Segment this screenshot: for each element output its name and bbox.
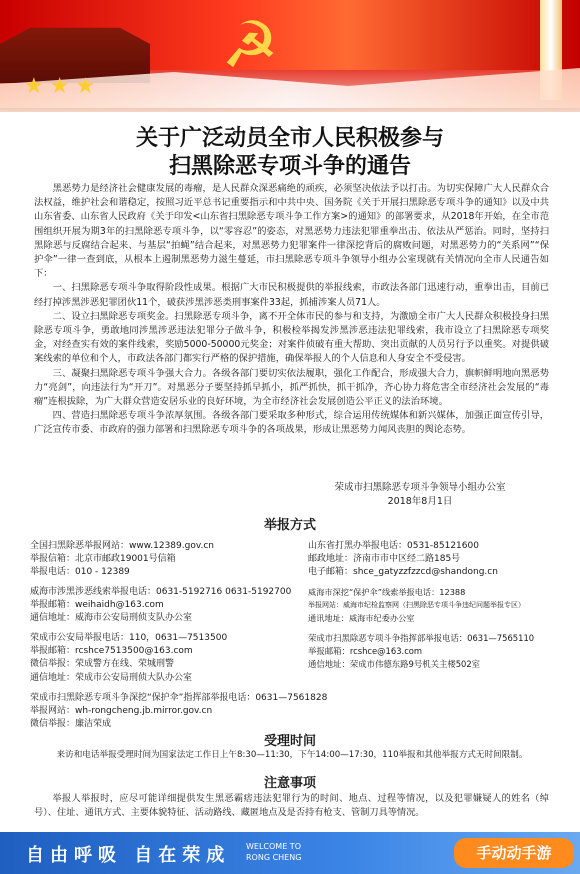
paragraph: 黑恶势力是经济社会健康发展的毒瘤，是人民群众深恶痛绝的顽疾，必须坚决依法予以打击。为切实保障广大人民群众合法权益，维护社会和谐稳定，按照习近平总书记重要指示和中共中央、国务院《关于开展扫黑除恶专项斗争的通知》以及中共山东省委、山东省人民政府《关于印发<山东省扫黑除恶专项斗争工作方案>的通知》的部署要求，从2018年开始，在全市范围组织开展为期3年的扫黑除恶专项斗争，以“零容忍”的姿态，对黑恶势力违法犯罪重拳出击、依法从严惩治。同时，坚持扫黑除恶与反腐结合起来、与基层“拍蝇”结合起来，对黑恶势力犯罪案件一律深挖背后的腐败问题，对黑恶势力的“关系网”“保护伞”一律一查到底，从根本上遏制黑恶势力滋生蔓延，市扫黑除恶专项斗争领导小组办公室现就有关情况向全市人民通告如下： bbox=[34, 183, 549, 280]
notice-text: 举报人举报时，应尽可能详细提供发生黑恶霸痞违法犯罪行为的时间、地点、过程等情况，以及犯罪嫌疑人的姓名（绰号）、住址、通讯方式、主要体貌特征、活动路线、藏匿地点及是否持有枪支、管制刀具等情况。 bbox=[34, 793, 549, 818]
contact-line: 举报网站：wh-rongcheng.jb.mirror.gov.cn bbox=[30, 706, 213, 717]
contact-line: 荣成市扫黑除恶专项斗争指挥部举报电话：0631—7565110 bbox=[308, 633, 535, 643]
contact-line: 通信地址：荣成市伟德东路9号机关主楼502室 bbox=[308, 659, 481, 670]
contact-line: 全国扫黑除恶举报网站：www.12389.gov.cn bbox=[30, 541, 214, 551]
title-line-2: 扫黑除恶专项斗争的通告 bbox=[168, 153, 411, 179]
contact-line: 举报邮箱：weihaidh@163.com bbox=[30, 600, 164, 611]
report-heading: 举报方式 bbox=[263, 518, 316, 533]
time-text: 来访和电话举报受理时间为国家法定工作日上午8:30—11:30，下午14:00—17:30，110举报和其他举报方式无时间限制。 bbox=[56, 750, 528, 760]
contact-line: 举报邮箱：rcshce7513500@163.com bbox=[30, 646, 193, 657]
contact-group-right-2 bbox=[308, 586, 525, 626]
paragraph: 二、设立扫黑除恶专项奖金。扫黑除恶专项斗争，离不开全体市民的参与和支持，为激励全市广大人民群众积极投身扫黑除恶专项斗争，勇敢地同涉黑涉恶违法犯罪分子做斗争，积极检举揭发涉黑涉恶违法犯罪线索，我市设立了扫黑除恶专项奖金，对经查实有效的案件线索，奖励5000-50000元奖金；对案件侦破有重大帮助、突出贡献的人员另行予以重奖。对提供破案线索的单位和个人，市政法各部门都实行严格的保护措施，确保举报人的个人信息和人身安全不受侵害。 bbox=[34, 310, 549, 365]
paragraph: 三、凝聚扫黑除恶专项斗争强大合力。各级各部门要切实依法履职，强化工作配合，形成强大合力，旗帜鲜明地向黑恶势力“亮剑”，向违法行为“开刀”。对黑恶分子要坚持抓早抓小，抓严抓快，抓干抓净，齐心协力将危害全市经济社会发展的“毒瘤”连根拔除，为广大群众营造安居乐业的良好环境，为全市经济社会发展创造公平正义的法治环境。 bbox=[34, 367, 549, 408]
contact-line: 微信举报：廉洁荣成 bbox=[30, 719, 112, 730]
time-heading: 受理时间 bbox=[263, 734, 316, 749]
paragraph: 四、营造扫黑除恶专项斗争浓厚氛围。各级各部门要采取多种形式，综合运用传统媒体和新兴媒体，加强正面宣传引导，广泛宣传市委、市政府的强力部署和扫黑除恶专项斗争的各项战果，形成让黑恶势力闻风丧胆的舆论态势。 bbox=[34, 410, 549, 436]
notice-title bbox=[0, 124, 580, 180]
header-banner bbox=[0, 0, 580, 112]
contact-group-left-2 bbox=[30, 586, 291, 626]
welcome-line-2: RONG CHENG bbox=[246, 853, 302, 862]
contact-line: 通信地址：威海市公安局刑侦支队办公室 bbox=[30, 613, 193, 624]
contact-line: 威海市涉黑涉恶线索举报电话：0631-5192716 0631-5192700 bbox=[30, 587, 292, 597]
contact-group-left-1 bbox=[30, 540, 214, 580]
notice-body bbox=[34, 182, 549, 438]
footer-welcome bbox=[246, 841, 301, 863]
contact-group-right-1 bbox=[308, 540, 498, 580]
contact-line: 邮政地址：济南市市中区经二路185号 bbox=[308, 554, 461, 565]
notice-heading: 注意事项 bbox=[263, 776, 316, 791]
contact-line: 举报电话：010 - 12389 bbox=[30, 567, 130, 578]
signature-date: 2018年8月1日 bbox=[387, 496, 453, 507]
contact-line: 举报信箱：北京市邮政19001号信箱 bbox=[30, 554, 176, 565]
contact-line: 荣成市扫黑除恶专项斗争深挖“保护伞”指挥部举报电话：0631—7561828 bbox=[30, 693, 328, 703]
contact-group-right-3 bbox=[308, 632, 534, 672]
title-line-1: 关于广泛动员全市人民积极参与 bbox=[135, 125, 444, 151]
contact-line: 荣成市公安局举报电话：110，0631—7513500 bbox=[30, 633, 228, 643]
party-emblem-icon: ☭ bbox=[221, 9, 279, 83]
footer-slogan: 自由呼吸 自在荣成 bbox=[26, 845, 231, 866]
welcome-line-1: WELCOME TO bbox=[246, 842, 301, 851]
contact-line: 举报网站：威海市纪检监察网（扫黑除恶专项斗争违纪问题举报专区） bbox=[308, 601, 525, 610]
signature-org: 荣成市扫黑除恶专项斗争领导小组办公室 bbox=[334, 482, 506, 493]
watermark-logo: 手动动手游 bbox=[454, 838, 574, 868]
contact-group-left-4 bbox=[30, 692, 327, 732]
contact-line: 举报邮箱：rcshce@163.com bbox=[308, 646, 423, 657]
contact-line: 微信举报：荣成警方在线、荣城刑警 bbox=[30, 659, 175, 670]
stars-icon: ★★★ bbox=[24, 74, 102, 99]
contact-line: 威海市深挖“保护伞”线索举报电话：12388 bbox=[308, 587, 466, 597]
contact-group-left-3 bbox=[30, 632, 227, 685]
contact-line: 通讯地址：威海市纪委办公室 bbox=[308, 613, 415, 624]
contact-line: 通信地址：荣成市公安局刑侦大队办公室 bbox=[30, 672, 193, 683]
contact-line: 山东省打黑办举报电话：0531-85121600 bbox=[308, 541, 479, 551]
contact-line: 电子邮箱：shce_gatyzzfzzcd@shandong.cn bbox=[308, 567, 498, 578]
signature bbox=[300, 481, 540, 509]
paragraph: 一、扫黑除恶专项斗争取得阶段性成果。根据广大市民积极提供的举报线索，市政法各部门迅速行动，重拳出击，目前已经打掉涉黑涉恶犯罪团伙11个，破获涉黑涉恶类刑事案件33起，抓捕涉案人员71人。 bbox=[34, 282, 549, 308]
